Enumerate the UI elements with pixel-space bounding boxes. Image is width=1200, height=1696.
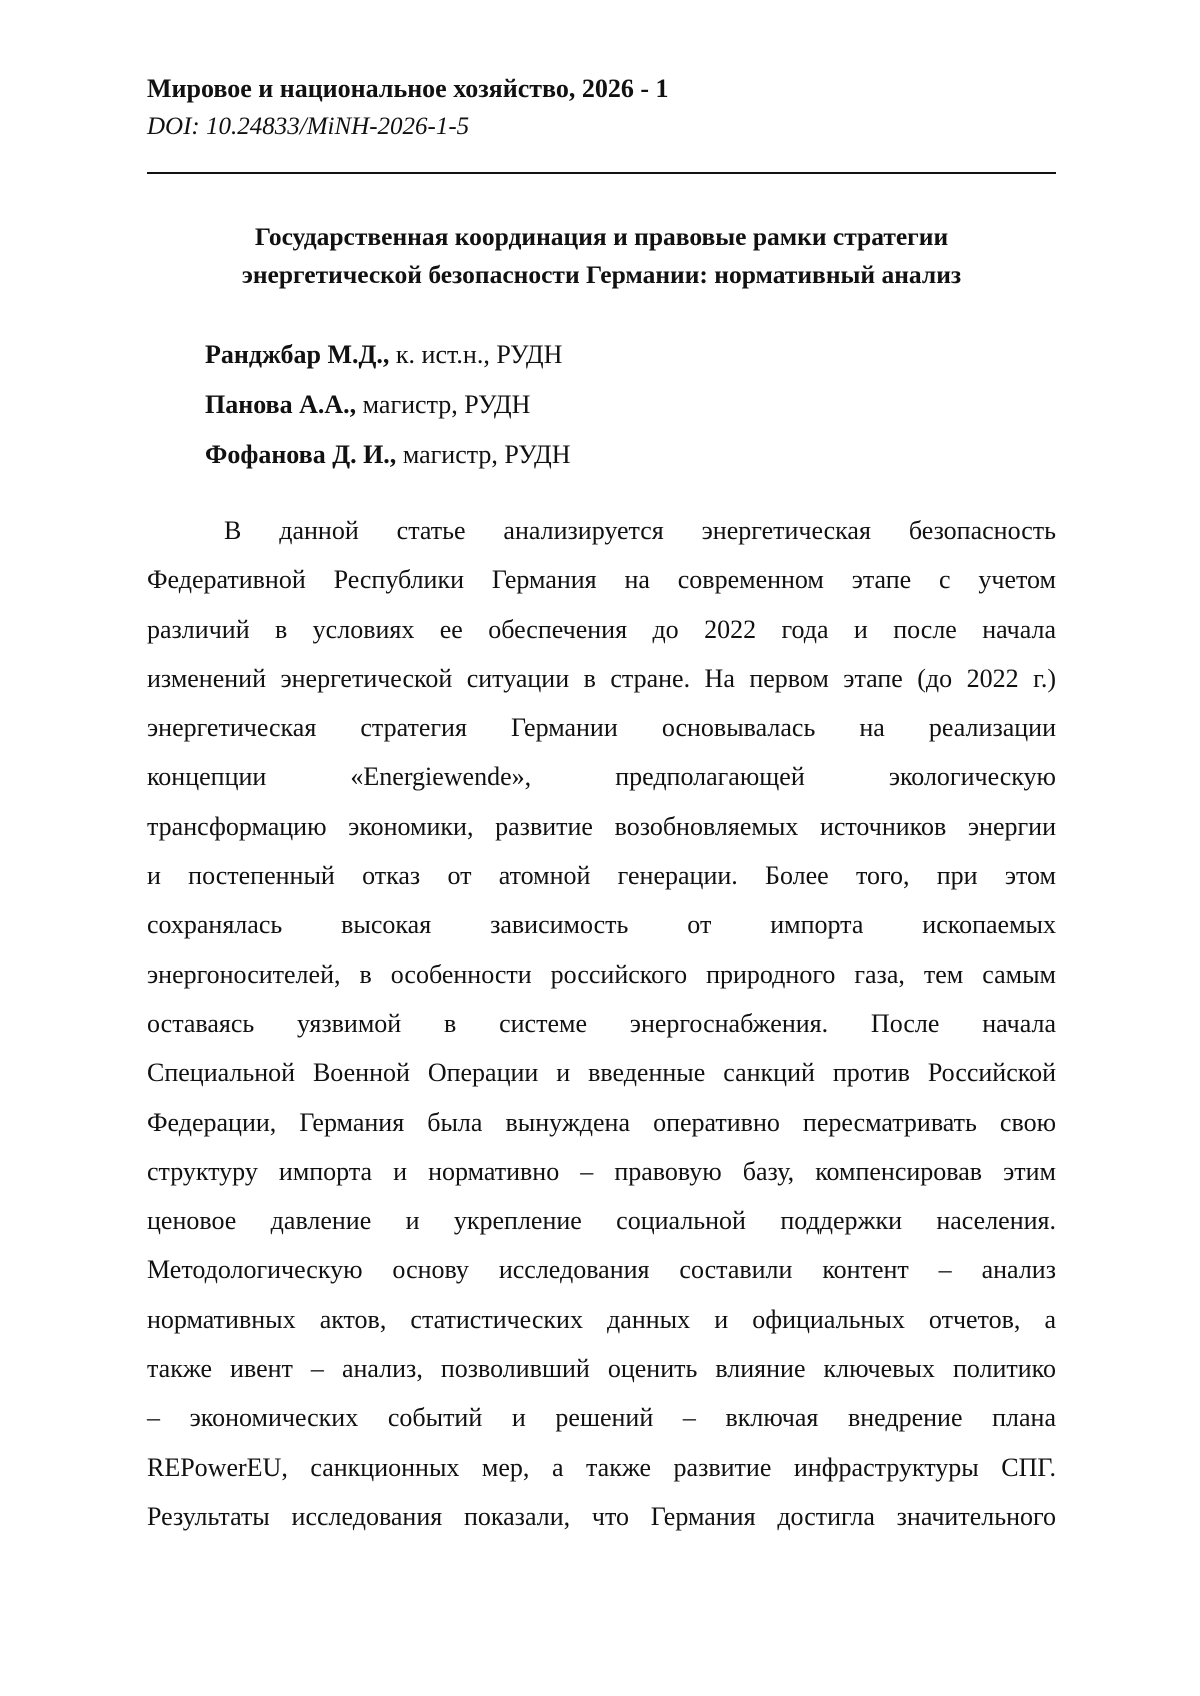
abstract-line: изменений энергетической ситуации в стране. На первом этапе (до 2022 г.) [147,663,1056,693]
abstract-line: Федеративной Республики Германия на современном этапе с учетом [147,565,1056,595]
abstract-line: структуру импорта и нормативно – правовую базу, компенсировав этим [147,1156,1056,1186]
abstract-line: сохранялась высокая зависимость от импорта ископаемых [147,910,1056,940]
abstract [147,506,1056,1541]
author-entry [205,430,571,480]
abstract-line: энергетическая стратегия Германии основывалась на реализации [147,713,1056,743]
article-title [147,218,1056,294]
author-entry [205,330,571,380]
abstract-line: Результаты исследования показали, что Германия достигла значительного [147,1501,1056,1531]
abstract-line: также ивент – анализ, позволивший оценить влияние ключевых политико [147,1354,1056,1384]
article-title-line: Государственная координация и правовые рамки стратегии [254,222,949,251]
author-affiliation: к. ист.н., РУДН [389,340,563,369]
abstract-line: ценовое давление и укрепление социальной поддержки населения. [147,1206,1056,1236]
abstract-line: нормативных актов, статистических данных и официальных отчетов, а [147,1304,1056,1334]
abstract-line: REPowerEU, санкционных мер, а также развитие инфраструктуры СПГ. [147,1452,1056,1482]
author-name: Ранджбар М.Д., [205,340,390,369]
abstract-line: В данной статье анализируется энергетическая безопасность [224,516,1056,545]
abstract-line: оставаясь уязвимой в системе энергоснабжения. После начала [147,1008,1056,1038]
abstract-line: – экономических событий и решений – включая внедрение плана [147,1403,1056,1433]
author-affiliation: магистр, РУДН [396,440,571,469]
abstract-line: трансформацию экономики, развитие возобновляемых источников энергии [147,811,1056,841]
author-name: Фофанова Д. И., [205,440,397,469]
journal-title: Мировое и национальное хозяйство, 2026 - 1 [147,74,669,103]
abstract-line: концепции «Energiewende», предполагающей экологическую [147,762,1056,792]
author-entry [205,380,571,430]
author-affiliation: магистр, РУДН [356,390,531,419]
abstract-line: Методологическую основу исследования составили контент – анализ [147,1255,1056,1285]
abstract-line: различий в условиях ее обеспечения до 2022 года и после начала [147,614,1056,644]
abstract-line: Федерации, Германия была вынуждена оперативно пересматривать свою [147,1107,1056,1137]
abstract-line: Специальной Военной Операции и введенные санкций против Российской [147,1058,1056,1088]
author-name: Панова А.А., [205,390,357,419]
author-list [205,330,571,480]
abstract-line: и постепенный отказ от атомной генерации. Более того, при этом [147,861,1056,891]
article-title-line: энергетической безопасности Германии: нормативный анализ [241,260,962,289]
doi-line: DOI: 10.24833/MiNH-2026-1-5 [147,113,470,140]
header-divider [147,172,1056,174]
abstract-line: энергоносителей, в особенности российского природного газа, тем самым [147,959,1056,989]
